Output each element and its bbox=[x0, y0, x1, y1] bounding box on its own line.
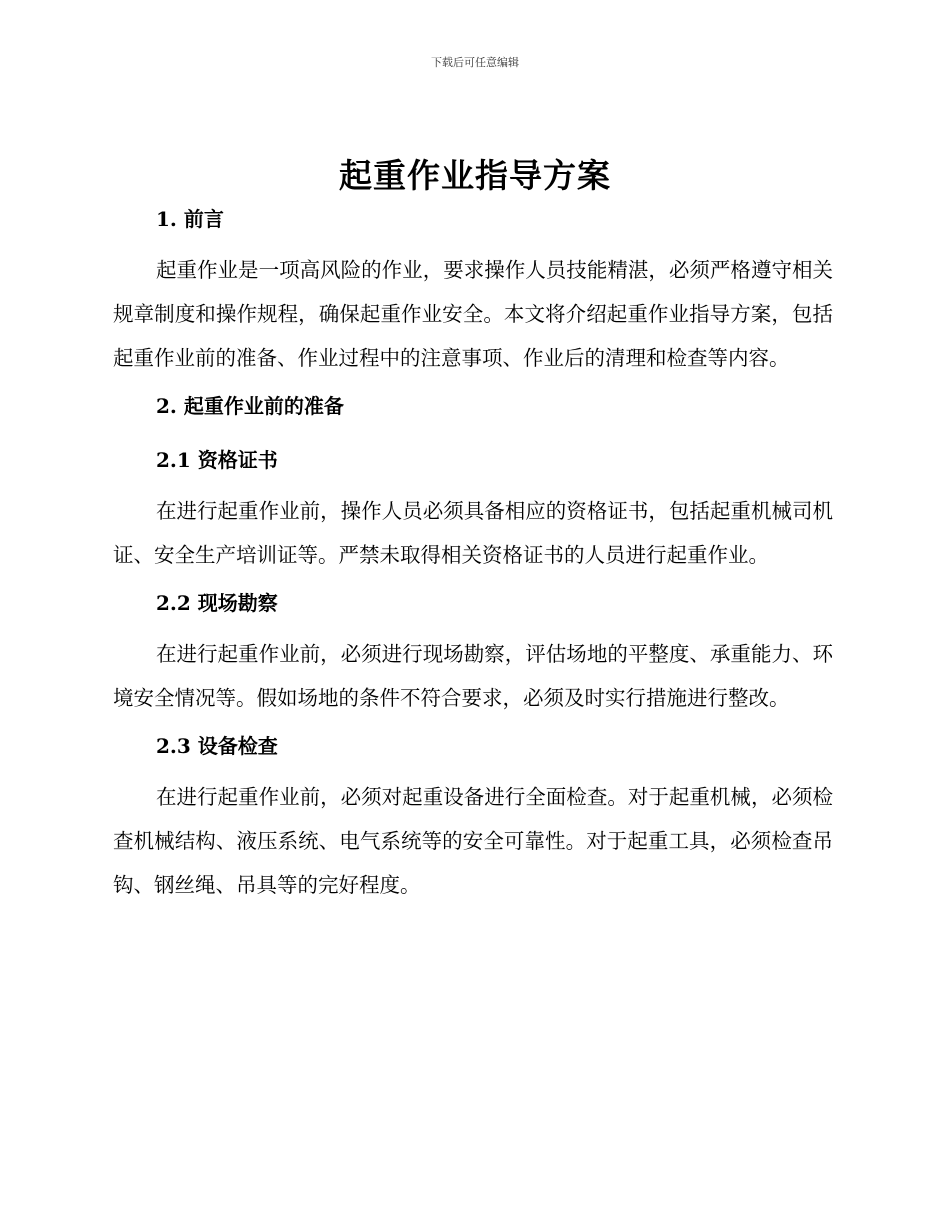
document-title: 起重作业指导方案 bbox=[339, 156, 611, 195]
document-body bbox=[113, 204, 833, 907]
section-heading-site-survey: 2.2 现场勘察 bbox=[156, 591, 278, 615]
section-paragraph-site-survey: 在进行起重作业前，必须进行现场勘察，评估场地的平整度、承重能力、环境安全情况等。假如场地的条件不符合要求，必须及时实行措施进行整改。 bbox=[113, 642, 833, 710]
section-paragraph-intro: 起重作业是一项高风险的作业，要求操作人员技能精湛，必须严格遵守相关规章制度和操作规程，确保起重作业安全。本文将介绍起重作业指导方案，包括起重作业前的准备、作业过程中的注意事项、作业后的清理和检查等内容。 bbox=[113, 258, 833, 370]
header-note: 下载后可任意编辑 bbox=[431, 56, 519, 69]
section-heading-equipment-check: 2.3 设备检查 bbox=[156, 734, 278, 758]
section-paragraph-certificate: 在进行起重作业前，操作人员必须具备相应的资格证书，包括起重机械司机证、安全生产培训证等。严禁未取得相关资格证书的人员进行起重作业。 bbox=[113, 499, 833, 567]
section-heading-preparation: 2. 起重作业前的准备 bbox=[156, 394, 344, 418]
section-heading-certificate: 2.1 资格证书 bbox=[156, 448, 278, 472]
section-heading-intro: 1. 前言 bbox=[156, 207, 224, 231]
section-paragraph-equipment-check: 在进行起重作业前，必须对起重设备进行全面检查。对于起重机械，必须检查机械结构、液压系统、电气系统等的安全可靠性。对于起重工具，必须检查吊钩、钢丝绳、吊具等的完好程度。 bbox=[113, 785, 833, 897]
